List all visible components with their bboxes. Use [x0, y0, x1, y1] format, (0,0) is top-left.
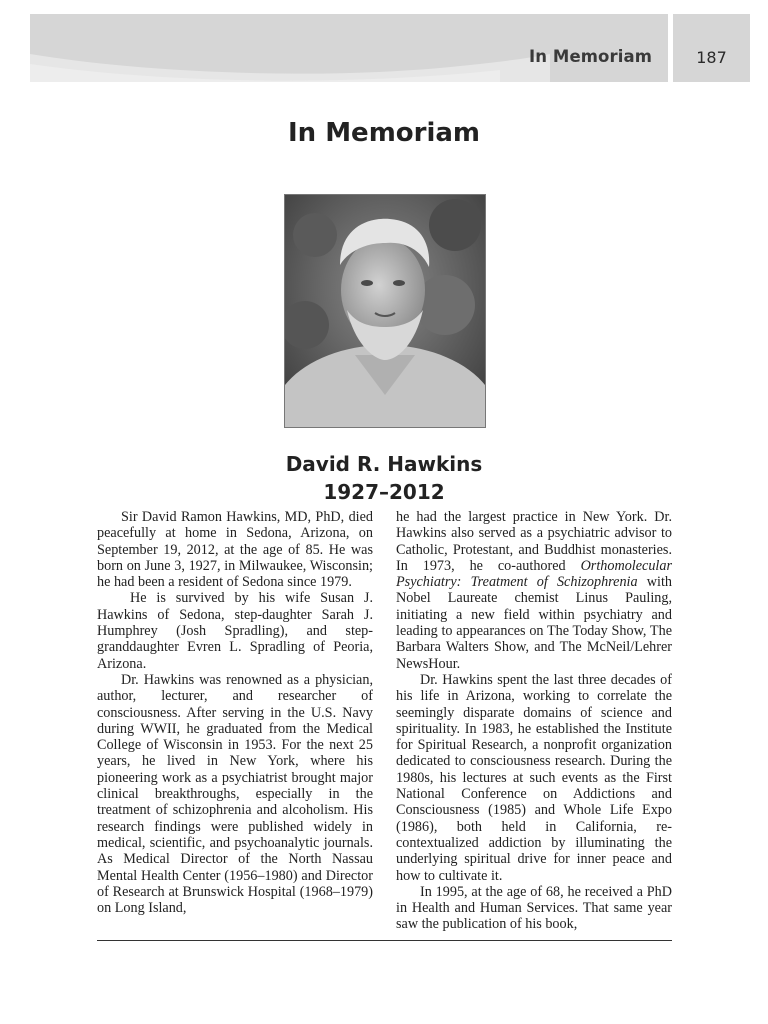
portrait-photo: [284, 194, 486, 428]
book-title: Orthomolecular Psychiatry: Treatment of Schizophrenia: [396, 557, 672, 591]
body-paragraph: Dr. Hawkins spent the last three decades of his life in Arizona, working to correlate the seemingly disparate domains of science and spirituality. In 1983, he established the Institute for Spiritual Research, a nonprofit organization dedicated to consciousness research. During the 1980s, his lectures at such events as the First National Conference on Addictions and Consciousness (1985) and Whole Life Expo (1986), both held in California, re-contextualized addiction by illuminating the underlying spiritual drive for inner peace and how to cultivate it.: [396, 671, 672, 884]
body-column-right: [396, 509, 672, 933]
page-title: In Memoriam: [287, 118, 481, 148]
body-column-left: [97, 509, 373, 916]
page-number-box: [673, 14, 750, 82]
body-paragraph: [396, 509, 672, 672]
footer-rule: [97, 940, 672, 941]
running-header-band: [30, 14, 668, 82]
body-paragraph: Sir David Ramon Hawkins, MD, PhD, died peacefully at home in Sedona, Arizona, on September 19, 2012, at the age of 85. He was born on June 3, 1927, in Milwaukee, Wisconsin; he had been a resident of Sedona since 1979.: [97, 509, 373, 591]
body-paragraph: He is survived by his wife Susan J. Hawkins of Sedona, step-daughter Sarah J. Humphrey (Josh Spradling), and step-granddaughter Evren L. Spradling of Peoria, Arizona.: [97, 590, 373, 672]
running-title: In Memoriam: [529, 47, 652, 66]
body-text: with Nobel Laureate chemist Linus Pauling, initiating a new field within psychiatry and leading to appearances on The Today Show, The Barbara Walters Show, and The McNeil/Lehrer NewsHour.: [396, 574, 673, 672]
person-name: David R. Hawkins: [285, 452, 483, 476]
body-text: he had the largest practice in New York. Dr. Hawkins also served as a psychiatric advisor to Catholic, Protestant, and Buddhist monasteries. In 1973, he co-authored: [396, 509, 672, 574]
body-paragraph: In 1995, at the age of 68, he received a PhD in Health and Human Services. That same year saw the publication of his book,: [396, 883, 672, 933]
body-paragraph: Dr. Hawkins was renowned as a physician, author, lecturer, and researcher of consciousness. After serving in the U.S. Navy during WWII, he graduated from the Medical College of Wisconsin in 1953. For the next 25 years, he lived in New York, where his pioneering work as a psychiatrist brought major clinical breakthroughs, especially in the treatment of schizophrenia and alcoholism. His research findings were published widely in medical, scientific, and psychoanalytic journals. As Medical Director of the North Nassau Mental Health Center (1956–1980) and Director of Research at Brunswick Hospital (1968–1979) on Long Island,: [97, 671, 373, 917]
page-number: 187: [696, 48, 727, 67]
person-years: 1927–2012: [323, 480, 445, 504]
